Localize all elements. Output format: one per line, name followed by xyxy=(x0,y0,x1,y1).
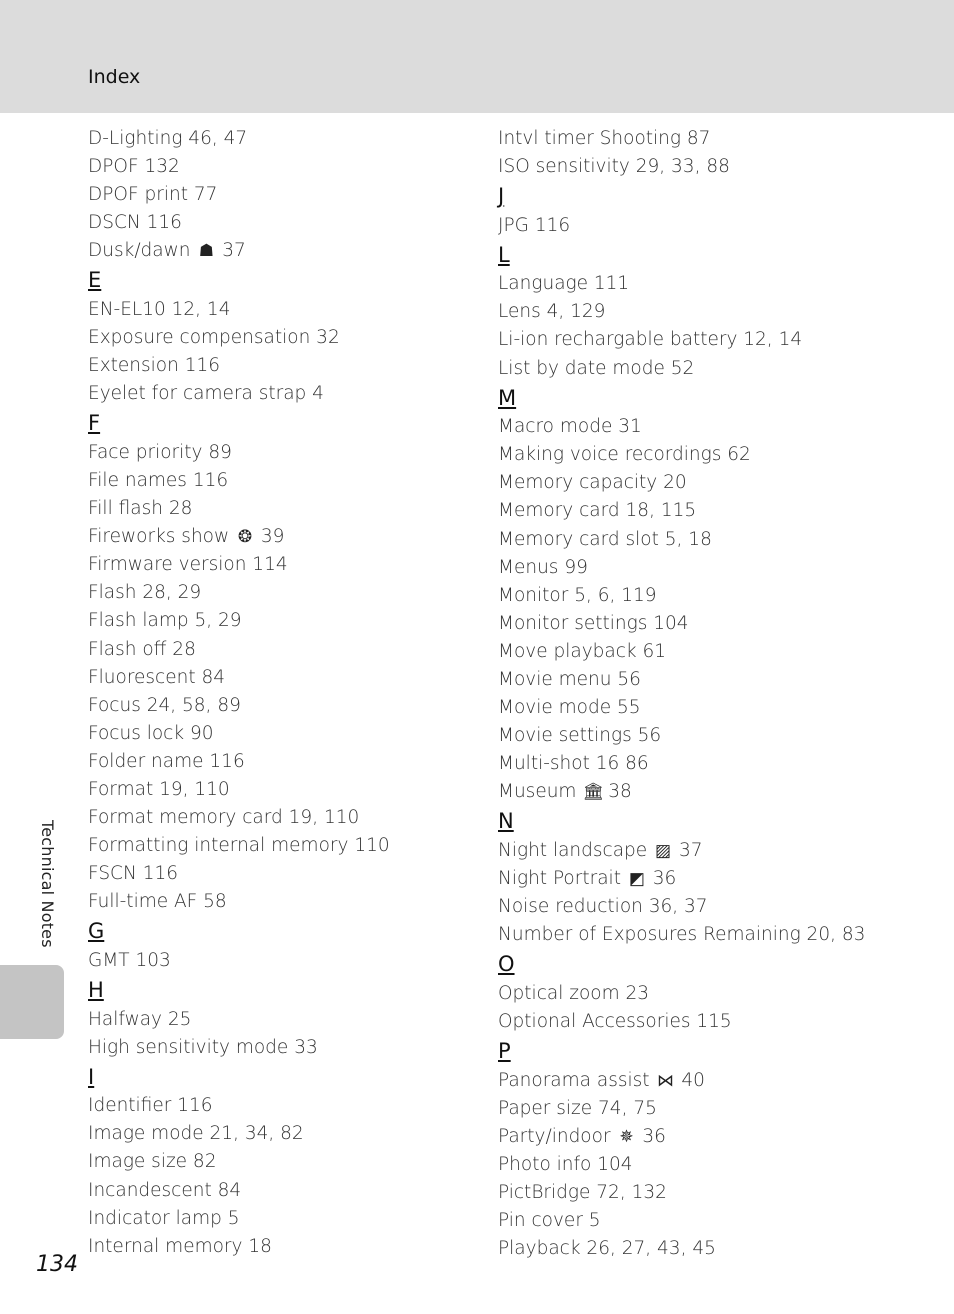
index-entry: Optional Accessories 115 xyxy=(498,1010,732,1032)
index-entry: EN-EL10 12, 14 xyxy=(88,298,231,320)
museum-icon: 🏛 xyxy=(582,782,604,803)
index-entry-pages: 37 xyxy=(678,839,703,861)
index-entry: Extension 116 xyxy=(88,355,221,377)
index-entry: Multi-shot 16 86 xyxy=(498,753,649,775)
index-entry: Menus 99 xyxy=(498,556,588,578)
index-entry: Movie settings 56 xyxy=(498,725,662,747)
party-indoor-icon: ✵ xyxy=(619,1126,634,1147)
index-entry-text: Dusk/dawn xyxy=(88,240,191,262)
index-entry: Noise reduction 36, 37 xyxy=(498,896,708,918)
panorama-assist-icon: ⋈ xyxy=(656,1070,674,1091)
index-column-right xyxy=(498,125,938,1263)
index-entry-pages: 38 xyxy=(608,781,632,803)
index-entry: Making voice recordings 62 xyxy=(498,444,751,466)
index-letter-heading: H xyxy=(88,978,104,1003)
index-entry xyxy=(88,523,468,551)
index-entry-text: Museum xyxy=(498,781,577,803)
index-entry: Incandescent 84 xyxy=(88,1179,242,1201)
index-entry-pages: 37 xyxy=(222,240,246,262)
index-entry: Face priority 89 xyxy=(88,441,232,463)
index-letter-heading: G xyxy=(88,919,105,944)
night-landscape-icon: ▨ xyxy=(655,840,672,861)
index-entry: Macro mode 31 xyxy=(498,416,642,438)
index-entry-pages: 40 xyxy=(681,1069,705,1091)
index-entry: FSCN 116 xyxy=(88,863,179,885)
index-entry: Number of Exposures Remaining 20, 83 xyxy=(498,924,866,946)
index-entry-text: Party/indoor xyxy=(498,1125,611,1147)
index-letter-heading: E xyxy=(88,268,102,293)
index-entry: Internal memory 18 xyxy=(88,1235,272,1257)
section-tab xyxy=(0,965,64,1039)
index-entry: Memory card slot 5, 18 xyxy=(498,528,712,550)
index-entry: Formatting internal memory 110 xyxy=(88,835,390,857)
index-entry: Format 19, 110 xyxy=(88,778,230,800)
index-entry: Image size 82 xyxy=(88,1151,217,1173)
index-letter-heading: L xyxy=(498,242,510,267)
index-entry: GMT 103 xyxy=(88,949,171,971)
index-entry: DPOF print 77 xyxy=(88,184,218,206)
index-letter-heading: F xyxy=(88,411,101,436)
index-entry: Photo info 104 xyxy=(498,1153,633,1175)
index-entry: Pin cover 5 xyxy=(498,1210,601,1231)
index-entry-text: Fireworks show xyxy=(88,526,230,548)
index-entry: DPOF 132 xyxy=(88,156,180,178)
index-entry-pages: 36 xyxy=(652,868,677,890)
index-entry: Language 111 xyxy=(498,273,630,295)
index-entry: Full-time AF 58 xyxy=(88,891,227,913)
index-entry: Indicator lamp 5 xyxy=(88,1207,240,1229)
index-entry: Exposure compensation 32 xyxy=(88,327,340,349)
index-entry-text: Panorama assist xyxy=(498,1069,650,1091)
index-letter-heading: I xyxy=(88,1064,95,1089)
index-entry: Firmware version 114 xyxy=(88,554,288,576)
index-entry: Image mode 21, 34, 82 xyxy=(88,1123,304,1145)
page-number: 134 xyxy=(36,1252,78,1277)
index-entry: D-Lighting 46, 47 xyxy=(88,128,248,149)
dusk-dawn-icon: ☗ xyxy=(198,241,215,262)
index-entry: Halfway 25 xyxy=(88,1008,192,1030)
index-entry: Memory capacity 20 xyxy=(498,472,687,494)
header-title: Index xyxy=(88,66,141,88)
index-entry xyxy=(498,1123,938,1151)
page-header xyxy=(0,0,954,113)
index-entry xyxy=(498,865,938,893)
night-portrait-icon: ◩ xyxy=(628,869,645,890)
index-entry: ISO sensitivity 29, 33, 88 xyxy=(498,156,730,178)
index-entry: Fluorescent 84 xyxy=(88,666,225,688)
index-entry: PictBridge 72, 132 xyxy=(498,1181,667,1203)
index-entry: Fill flash 28 xyxy=(88,498,193,520)
index-entry: JPG 116 xyxy=(498,214,571,236)
index-entry: Lens 4, 129 xyxy=(498,301,606,323)
index-column-left xyxy=(88,125,468,1261)
index-entry: Movie mode 55 xyxy=(498,697,641,719)
index-letter-heading: M xyxy=(498,385,517,410)
index-letter-heading: N xyxy=(498,809,514,834)
index-entry xyxy=(498,778,938,806)
index-entry xyxy=(498,837,938,865)
index-entry: Movie menu 56 xyxy=(498,669,641,690)
index-entry: Move playback 61 xyxy=(498,640,667,662)
index-letter-heading: J xyxy=(498,184,505,209)
index-entry xyxy=(498,1067,938,1095)
index-entry: Flash off 28 xyxy=(88,638,196,660)
index-entry: List by date mode 52 xyxy=(498,357,695,379)
index-entry: Format memory card 19, 110 xyxy=(88,807,360,829)
index-entry: Focus 24, 58, 89 xyxy=(88,694,241,716)
index-entry: Monitor 5, 6, 119 xyxy=(498,584,657,606)
index-entry: Paper size 74, 75 xyxy=(498,1097,657,1119)
index-entry: Folder name 116 xyxy=(88,750,245,772)
index-entry: Monitor settings 104 xyxy=(498,612,689,634)
index-letter-heading: O xyxy=(498,952,515,977)
index-entry: Eyelet for camera strap 4 xyxy=(88,383,324,405)
index-entry: Memory card 18, 115 xyxy=(498,500,697,522)
index-entry: File names 116 xyxy=(88,469,229,491)
index-entry-pages: 39 xyxy=(260,526,285,548)
fireworks-icon: ❂ xyxy=(237,527,253,548)
index-entry-text: Night Portrait xyxy=(498,868,621,890)
index-letter-heading: P xyxy=(498,1039,511,1064)
index-entry: High sensitivity mode 33 xyxy=(88,1036,318,1058)
index-entry: Li-ion rechargable battery 12, 14 xyxy=(498,329,803,351)
index-entry xyxy=(88,237,468,265)
index-entry: Playback 26, 27, 43, 45 xyxy=(498,1238,716,1260)
section-label: Technical Notes xyxy=(38,820,57,948)
index-entry-pages: 36 xyxy=(642,1125,666,1147)
index-entry: Flash 28, 29 xyxy=(88,582,202,604)
index-entry-text: Night landscape xyxy=(498,839,648,861)
index-entry: Intvl timer Shooting 87 xyxy=(498,128,711,149)
index-entry: Focus lock 90 xyxy=(88,722,214,744)
index-entry: Identifier 116 xyxy=(88,1095,213,1117)
index-entry: DSCN 116 xyxy=(88,212,182,234)
index-entry: Optical zoom 23 xyxy=(498,982,650,1004)
index-entry: Flash lamp 5, 29 xyxy=(88,610,242,632)
